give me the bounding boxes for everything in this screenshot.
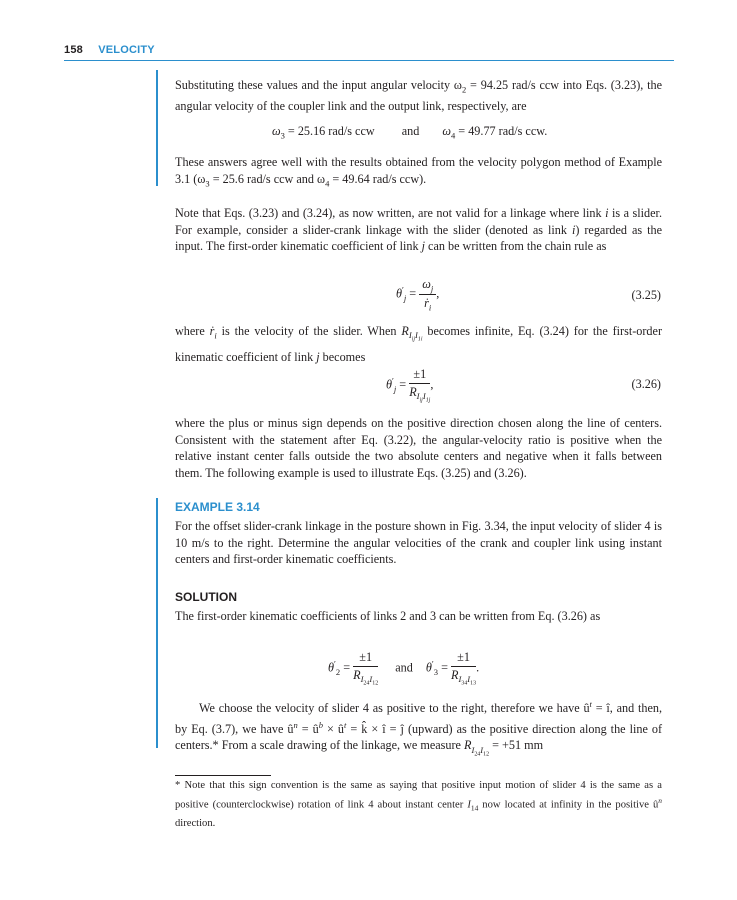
equation-3-25: $\theta'_j$ = $\frac{\omega_j}{ṙ_i}$ , <box>396 277 440 313</box>
example-statement: For the offset slider-crank linkage in the posture shown in Fig. 3.34, the input velocity of slider 4 is 10 m/s to the right. Determine the angular velocities of the crank and coupler link using instant centers and first-order kinematic coefficients. <box>175 519 662 567</box>
solution-intro: The first-order kinematic coefficients of links 2 and 3 can be written from Eq. (3.26) as <box>175 609 601 623</box>
equation-number-3-26: (3.26) <box>631 377 661 391</box>
margin-bar-top <box>156 70 158 186</box>
footnote: * Note that this sign convention is the same as saying that positive input motion of slider 4 is the same as a positive (counterclockwise) rotation of link 4 about instant center $I_{14}$ now located at infinity in the positive $û^n$ direction. <box>175 780 662 829</box>
paragraph-sign-convention: where the plus or minus sign depends on the positive direction chosen along the line of centers. Consistent with the statement after Eq. (3.22), the angular-velocity ratio is positive when the relative instant center falls outside the two absolute centers and negative when it falls between them. The following example is used to illustrate Eqs. (3.25) and (3.26). <box>175 416 662 480</box>
running-header <box>64 44 155 56</box>
equation-solution: $\theta'_2$ = $\frac{\pm 1}{R_{I_{24}I_{12}}}$ and $\theta'_3$ = $\frac{\pm 1}{R_{I_{34}I_{13}}}$ . <box>328 650 480 688</box>
footnote-rule <box>175 775 271 776</box>
paragraph-velocity-choice: We choose the velocity of slider 4 as positive to the right, therefore we have $û^t$ = î, and then, by Eq. (3.7), we have $û^n$ = $û^b$ × $û^t$ = k̂ × î = ĵ (upward) as the positive direction along the line of centers.* From a scale drawing of the linkage, we measure $R_{I_{24}I_{12}} = +51$ mm <box>175 699 663 758</box>
paragraph-agreement: These answers agree well with the results obtained from the velocity polygon method of Example 3.1 ($\omega_3 = 25.6$ rad/s ccw and $\omega_4 = 49.64$ rad/s ccw). <box>175 155 662 189</box>
page-number: 158 <box>64 44 83 56</box>
equation-number-3-25: (3.25) <box>631 288 661 302</box>
solution-heading: SOLUTION <box>175 590 237 604</box>
paragraph-substitution: Substituting these values and the input angular velocity $\omega_2 = 94.25$ rad/s ccw into Eqs. (3.23), the angular velocity of the coupler link and the output link, respectively, are <box>175 78 663 114</box>
chapter-title: VELOCITY <box>98 44 155 56</box>
example-heading: EXAMPLE 3.14 <box>175 500 260 514</box>
paragraph-slider-velocity: where ṙ$_i$ is the velocity of the slider. When $R_{I_{ij}I_{1i}}$ becomes infinite, Eq. (3.24) for the first-order kinematic coefficient of link j becomes <box>175 324 662 364</box>
margin-bar-example <box>156 498 158 748</box>
paragraph-slider-note: Note that Eqs. (3.23) and (3.24), as now written, are not valid for a linkage where link i is a slider. For example, consider a slider-crank linkage with the slider (denoted as link i) regarded as the input. The first-order kinematic coefficient of link j can be written from the chain rule as <box>175 206 662 254</box>
header-rule <box>64 60 674 61</box>
equation-results: $\omega_3 = 25.16$ rad/s ccw and $\omega_4 = 49.77$ rad/s ccw. <box>272 124 548 141</box>
pm-one-a: ±1 <box>353 650 378 667</box>
equation-3-26: $\theta'_j$ = $\frac{\pm 1}{R_{I_{ij}I_{1j}}}$ , <box>386 367 434 405</box>
pm-one-b: ±1 <box>451 650 476 667</box>
